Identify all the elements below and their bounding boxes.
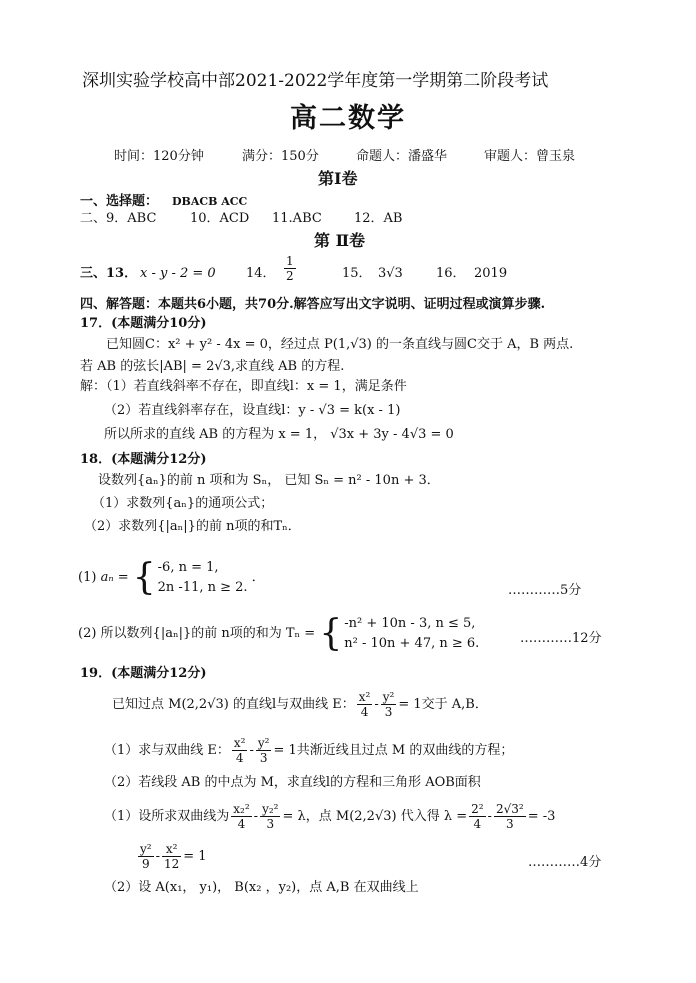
q18-ans1-var: aₙ = [100, 570, 129, 585]
fill-answer-16: 2019 [474, 266, 508, 281]
fill-label: 三、13． [80, 266, 138, 281]
q19-sol-1b: = λ，点 M(2,2√3) 代入得 λ = [282, 809, 468, 824]
q18-score-1: …………5分 [508, 583, 582, 598]
full-score: 满分：150分 [242, 149, 319, 164]
frac-den: 4 [360, 705, 369, 719]
q17-text-2: 若 AB 的弦长|AB| = 2√3,求直线 AB 的方程. [80, 359, 345, 374]
q18-score-2: …………12分 [520, 631, 602, 646]
frac-den: 4 [473, 817, 482, 831]
multi-answer-10: 10．ACD [190, 211, 250, 226]
q18-ans2-case-1: -n² + 10n - 3, n ≤ 5, [344, 615, 476, 631]
minus-sign: - [253, 809, 259, 824]
fill-label-16: 16． [436, 266, 466, 281]
frac-den: 3 [506, 817, 514, 831]
q18-ans1-case-1: -6, n = 1, [157, 559, 219, 575]
q18-text-3: （2）求数列{|aₙ|}的前 n项的和Tₙ． [84, 519, 301, 534]
q18-text-2: （1）求数列{aₙ}的通项公式； [92, 496, 274, 511]
fill-answer-14 [282, 254, 298, 283]
fill-answer-15: 3√3 [378, 266, 403, 281]
minus-sign: - [155, 849, 160, 864]
q18-ans2-label: (2) 所以数列{|aₙ|}的前 n项的和为 Tₙ = [78, 626, 316, 641]
q17-heading: 17．(本题满分10分) [80, 316, 207, 331]
q18-ans1-end: ． [251, 570, 265, 585]
frac-num: x² [162, 842, 181, 857]
reviewer: 审题人：曾玉泉 [484, 149, 576, 164]
frac-den: 9 [141, 857, 150, 871]
exam-time: 时间：120分钟 [114, 149, 204, 164]
q18-ans1-case-2: 2n -11, n ≥ 2. [157, 579, 248, 595]
q19-solution-2 [136, 840, 207, 874]
q18-heading: 18．(本题满分12分) [80, 452, 207, 467]
frac-num: x² [233, 736, 246, 750]
q19-text-1 [112, 688, 488, 722]
q19-text-2a: （1）求与双曲线 E： [104, 743, 230, 758]
q19-solution-3: （2）设 A(x₁， y₁)， B(x₂ ，y₂)，点 A,B 在双曲线上 [104, 880, 419, 895]
q19-text-1b: = 1交于 A,B． [398, 697, 488, 712]
frac-num: x₂² [233, 802, 250, 816]
q19-heading: 19．(本题满分12分) [80, 666, 207, 681]
q18-ans2-case-2: n² - 10n + 47, n ≥ 6. [344, 635, 480, 651]
frac-num: y₂² [262, 802, 279, 816]
frac-num: 2² [471, 802, 484, 816]
fill-label-14: 14． [246, 266, 276, 281]
q17-text-1: 已知圆C：x² + y² - 4x = 0，经过点 P(1,√3) 的一条直线与圆C交于 A，B 两点. [106, 337, 574, 352]
frac-den: 3 [259, 751, 268, 765]
q19-sol-1a: （1）设所求双曲线为 [104, 809, 230, 824]
choice-label: 一、选择题： [80, 194, 159, 209]
author: 命题人：潘盛华 [356, 149, 448, 164]
part2-heading: 第 Ⅱ卷 [314, 231, 366, 250]
minus-sign: - [487, 809, 492, 824]
multi-answer-11: 11.ABC [272, 211, 322, 226]
q19-text-2b: = 1共渐近线且过点 M 的双曲线的方程； [273, 743, 514, 758]
frac-num: y² [140, 842, 152, 856]
fill-answer-13: x - y - 2 = 0 [140, 266, 216, 281]
q19-sol-2b: = 1 [183, 849, 207, 864]
frac-num: 2√3² [495, 802, 524, 816]
q17-solution-3: 所以所求的直线 AB 的方程为 x = 1， √3x + 3y - 4√3 = 0 [104, 427, 454, 442]
q19-text-2 [104, 734, 513, 768]
fill-label-15: 15． [342, 266, 372, 281]
fill-14-denominator: 2 [286, 269, 294, 283]
q18-answer-2 [78, 612, 479, 656]
frac-den: 4 [237, 817, 246, 831]
frac-num: x² [358, 690, 371, 704]
fill-14-numerator: 1 [286, 254, 294, 268]
frac-num: y² [382, 690, 395, 704]
choice-answers: DBACB ACC [172, 195, 248, 208]
multi-answer-9: 二、9．ABC [80, 211, 157, 226]
q18-text-1: 设数列{aₙ}的前 n 项和为 Sₙ， 已知 Sₙ = n² - 10n + 3． [98, 473, 440, 488]
q19-text-1a: 已知过点 M(2,2√3) 的直线l与双曲线 E： [112, 697, 355, 712]
brace-icon: { [319, 612, 343, 654]
q19-sol-1c: = -3 [527, 809, 556, 824]
answer-intro: 四、解答题：本题共6小题，共70分.解答应写出文字说明、证明过程或演算步骤. [80, 297, 546, 312]
q19-solution-1 [104, 800, 555, 834]
frac-den: 3 [266, 817, 275, 831]
frac-den: 12 [164, 857, 180, 871]
frac-den: 4 [235, 751, 244, 765]
q17-solution-1: 解：（1）若直线斜率不存在，即直线l：x = 1，满足条件 [80, 379, 407, 394]
q18-answer-1 [78, 556, 265, 600]
brace-icon: { [132, 556, 156, 598]
multi-answer-12: 12．AB [354, 211, 403, 226]
q19-score-1: …………4分 [528, 855, 602, 870]
part1-heading: 第Ⅰ卷 [318, 169, 358, 188]
frac-den: 3 [384, 705, 393, 719]
minus-sign: - [249, 743, 254, 758]
frac-num: y² [257, 736, 270, 750]
minus-sign: - [374, 697, 379, 712]
q19-text-3: （2）若线段 AB 的中点为 M，求直线l的方程和三角形 AOB面积 [104, 775, 481, 790]
subject-title: 高二数学 [290, 103, 406, 134]
exam-title: 深圳实验学校高中部2021-2022学年度第一学期第二阶段考试 [82, 71, 549, 91]
q17-solution-2: （2）若直线斜率存在，设直线l：y - √3 = k(x - 1) [104, 403, 401, 418]
q18-ans1-label: (1) [78, 570, 97, 585]
